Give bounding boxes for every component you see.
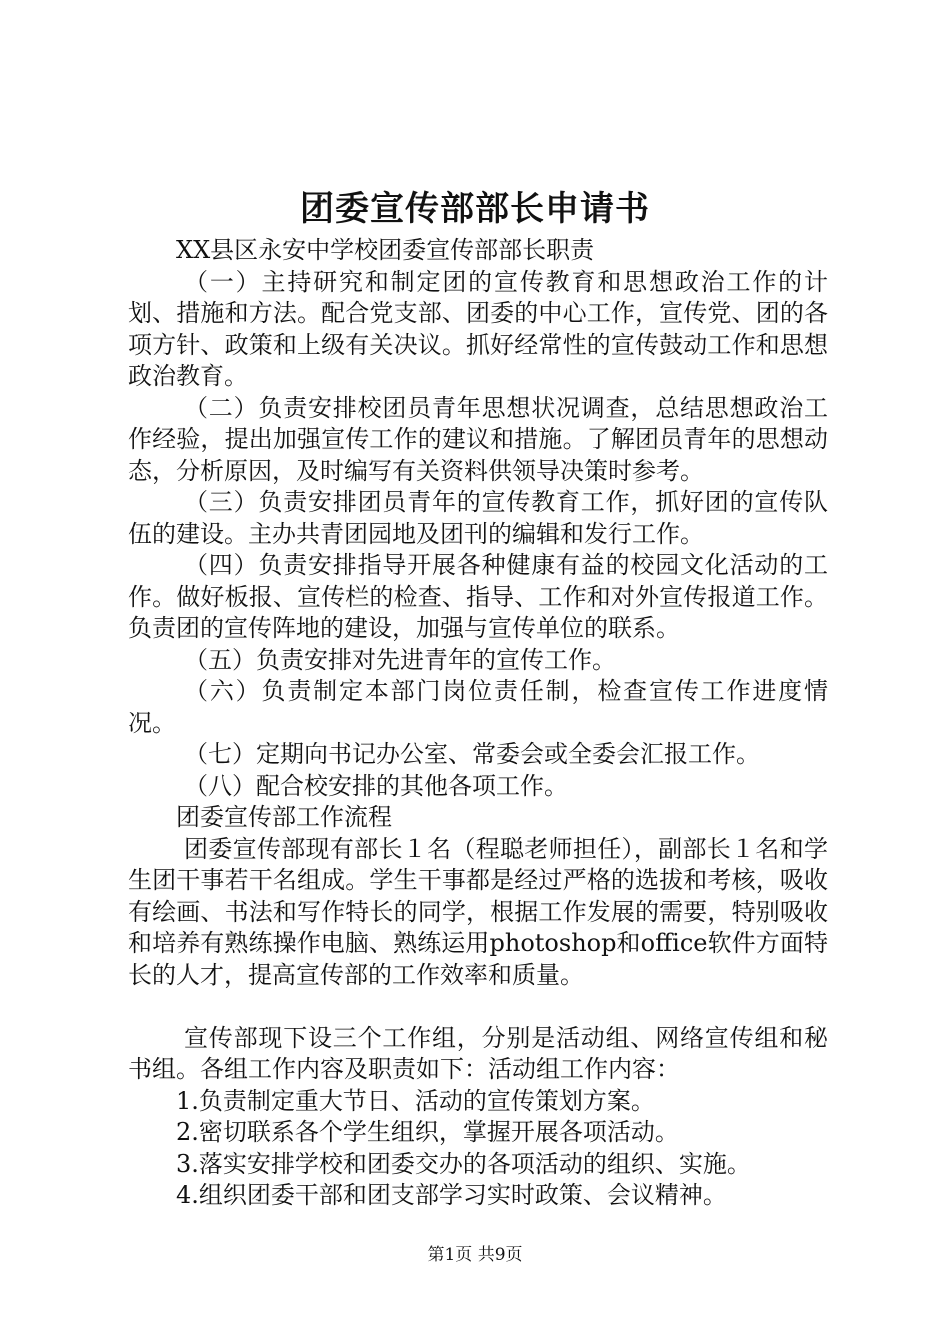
document-title: 团委宣传部部长申请书 xyxy=(300,189,650,229)
workflow-intro-paragraph: 团委宣传部现有部长１名（程聪老师担任），副部长１名和学生团干事若干名组成。学生干事都是经过严格的选拔和考核，吸收有绘画、书法和写作特长的同学，根据工作发展的需要，特别吸收和培养有熟练操作电脑、熟练运用photoshop和office软件方面特长的人才，提高宣传部的工作效率和质量。 xyxy=(128,834,828,989)
activity-task-2: 2.密切联系各个学生组织，掌握开展各项活动。 xyxy=(176,1118,679,1146)
duty-item-6: （六）负责制定本部门岗位责任制，检查宣传工作进度情况。 xyxy=(128,677,828,737)
work-groups-paragraph: 宣传部现下设三个工作组，分别是活动组、网络宣传组和秘书组。各组工作内容及职责如下：活动组工作内容： xyxy=(128,1023,828,1083)
duty-item-5: （五）负责安排对先进青年的宣传工作。 xyxy=(184,645,616,674)
duty-item-1: （一）主持研究和制定团的宣传教育和思想政治工作的计划、措施和方法。配合党支部、团委的中心工作，宣传党、团的各项方针、政策和上级有关决议。抓好经常性的宣传鼓动工作和思想政治教育。 xyxy=(128,267,828,390)
duty-item-4: （四）负责安排指导开展各种健康有益的校园文化活动的工作。做好板报、宣传栏的检查、指导、工作和对外宣传报道工作。负责团的宣传阵地的建设，加强与宣传单位的联系。 xyxy=(128,551,828,642)
duty-item-8: （八）配合校安排的其他各项工作。 xyxy=(184,771,568,800)
activity-task-3: 3.落实安排学校和团委交办的各项活动的组织、实施。 xyxy=(176,1149,751,1178)
workflow-heading: 团委宣传部工作流程 xyxy=(176,803,392,831)
activity-task-1: 1.负责制定重大节日、活动的宣传策划方案。 xyxy=(176,1086,655,1115)
page-footer: 第1页 共9页 xyxy=(427,1245,523,1265)
school-duty-heading: XX县区永安中学校团委宣传部部长职责 xyxy=(176,236,595,264)
duty-item-3: （三）负责安排团员青年的宣传教育工作，抓好团的宣传队伍的建设。主办共青团园地及团刊的编辑和发行工作。 xyxy=(128,488,828,548)
duty-item-7: （七）定期向书记办公室、常委会或全委会汇报工作。 xyxy=(184,740,760,768)
blank-line xyxy=(128,991,828,1023)
duty-item-2: （二）负责安排校团员青年思想状况调查，总结思想政治工作经验，提出加强宣传工作的建议和措施。了解团员青年的思想动态，分析原因，及时编写有关资料供领导决策时参考。 xyxy=(128,393,828,485)
document-body xyxy=(128,235,828,1212)
activity-task-4: 4.组织团委干部和团支部学习实时政策、会议精神。 xyxy=(176,1181,727,1209)
